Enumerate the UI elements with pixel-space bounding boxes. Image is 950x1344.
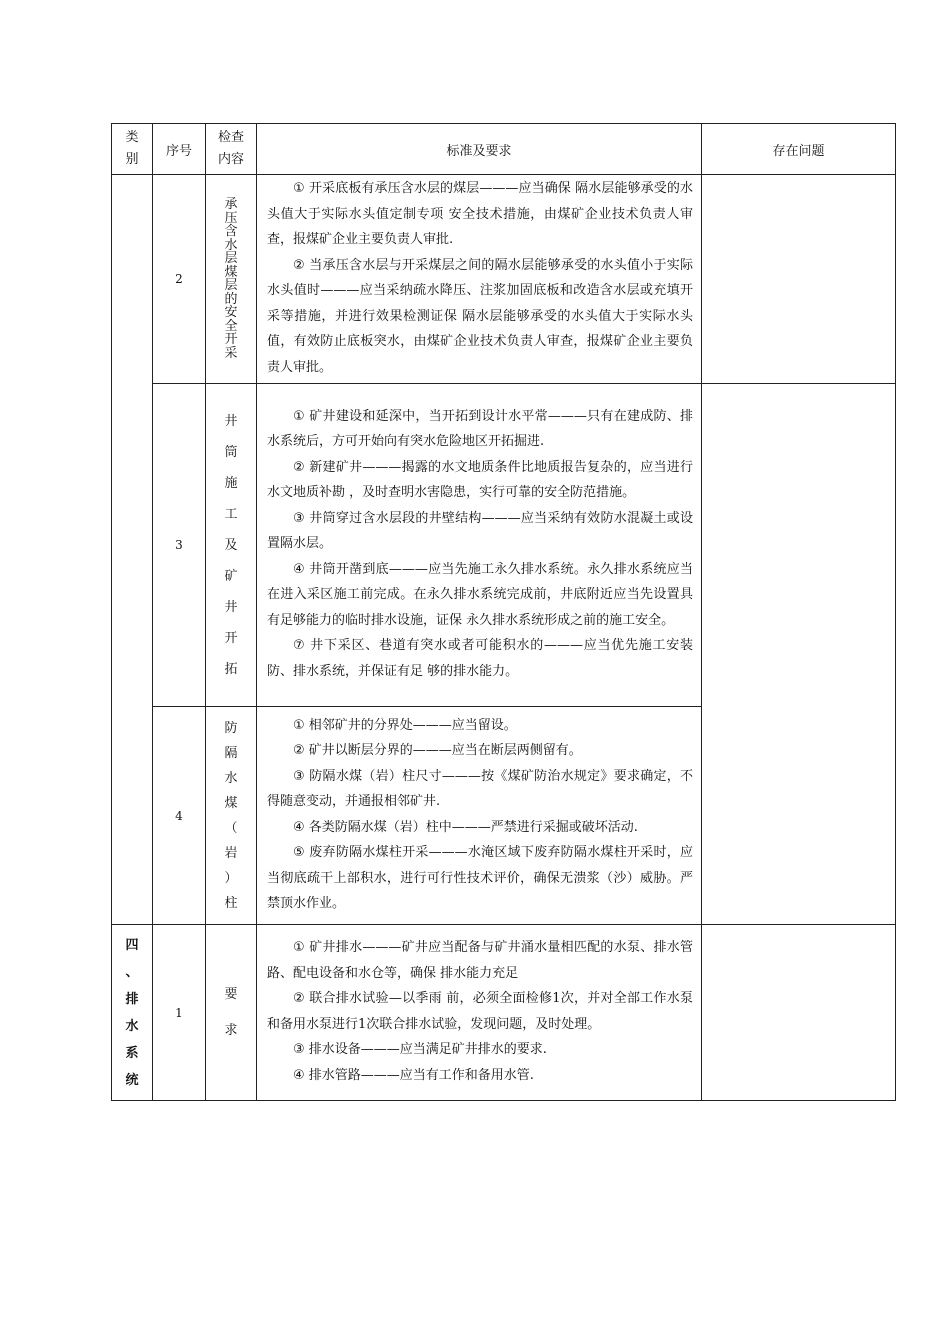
standard-paragraph: ③ 防隔水煤（岩）柱尺寸———按《煤矿防治水规定》要求确定，不得随意变动，并通报相邻矿井.: [267, 768, 693, 809]
category-cell: [112, 925, 153, 1101]
standard-cell: [257, 175, 702, 384]
standard-paragraph: ③ 排水设备———应当满足矿井排水的要求.: [293, 1042, 547, 1057]
standard-paragraph: ② 当承压含水层与开采煤层之间的隔水层能够承受的水头值小于实际水头值时———应当采纳疏水降压、注浆加固底板和改造含水层或充填开采等措施，并进行效果检测证保 隔水层能够承受的水头值大于实际水头值，有效防止底板突水，由煤矿企业技术负责人审查，报煤矿企业主要负责人审批。: [267, 257, 693, 375]
standard-paragraph: ② 新建矿井———揭露的水文地质条件比地质报告复杂的，应当进行水文地质补勘 ，及时查明水害隐患，实行可靠的安全防范措施。: [267, 459, 693, 501]
issues-cell: [702, 925, 896, 1101]
standard-paragraph: ② 联合排水试验—以季雨 前，必须全面检修1次，并对全部工作水泵和备用水泵进行1次联合排水试验，发现问题，及时处理。: [267, 991, 694, 1032]
standard-paragraph: ④ 排水管路———应当有工作和备用水管.: [293, 1067, 534, 1083]
standard-paragraph: ① 矿井排水———矿井应当配备与矿井涌水量相匹配的水泵、排水管路、配电设备和水仓等，确保 排水能力充足: [267, 940, 693, 981]
item-text: 防 隔 水 煤 （ 岩 ） 柱: [224, 720, 238, 911]
standard-paragraph: ⑦ 井下采区、巷道有突水或者可能积水的———应当优先施工安装防、排水系统，并保证有足 够的排水能力。: [267, 638, 693, 679]
item-text: 要 求: [224, 986, 238, 1038]
standard-paragraph: ④ 各类防隔水煤（岩）柱中———严禁进行采掘或破坏活动.: [293, 819, 638, 835]
header-item: 检查 内容: [206, 124, 257, 175]
standard-paragraph: ② 矿井以断层分界的———应当在断层两侧留有。: [293, 743, 582, 758]
seq-cell: 4: [153, 707, 206, 925]
header-standard: 标准及要求: [257, 124, 702, 175]
table-row: [112, 384, 896, 707]
item-cell: [206, 925, 257, 1101]
table-row: [112, 925, 896, 1101]
table-header-row: [112, 124, 896, 175]
seq-cell: 2: [153, 175, 206, 384]
category-cell: [112, 175, 153, 925]
standard-paragraph: ① 开采底板有承压含水层的煤层———应当确保 隔水层能够承受的水头值大于实际水头值定制专项 安全技术措施，由煤矿企业技术负责人审查，报煤矿企业主要负责人审批.: [267, 181, 693, 247]
standard-cell: [257, 384, 702, 707]
item-cell: [206, 384, 257, 707]
standard-paragraph: ④ 井筒开凿到底———应当先施工永久排水系统。永久排水系统应当在进入采区施工前完成。在永久排水系统完成前，井底附近应当先设置具有足够能力的临时排水设施，证保 永久排水系统形成之前的施工安全。: [267, 561, 693, 628]
header-seq: 序号: [153, 124, 206, 175]
standard-paragraph: ⑤ 废弃防隔水煤柱开采———水淹区域下废弃防隔水煤柱开采时，应当彻底疏干上部积水，进行可行性技术评价，确保无溃浆（沙）威胁。严禁顶水作业。: [267, 845, 693, 911]
standard-paragraph: ③ 井筒穿过含水层段的井壁结构———应当采纳有效防水混凝土或设置隔水层。: [267, 510, 693, 552]
inspection-table: [111, 123, 896, 1101]
item-text: 井 筒 施 工 及 矿 井 开 拓: [224, 413, 238, 677]
seq-cell: 1: [153, 925, 206, 1101]
standard-cell: [257, 925, 702, 1101]
standard-cell: [257, 707, 702, 925]
item-cell: [206, 175, 257, 384]
standard-paragraph: ① 矿井建设和延深中，当开拓到设计水平常———只有在建成防、排水系统后，方可开始向有突水危险地区开拓掘进.: [267, 408, 693, 450]
issues-cell: [702, 175, 896, 384]
header-issues: 存在问题: [702, 124, 896, 175]
item-cell: [206, 707, 257, 925]
issues-cell: [702, 384, 896, 925]
standard-paragraph: ① 相邻矿井的分界处———应当留设。: [293, 717, 517, 733]
item-text: 承 压 含 水 层 煤 层 的 安 全 开 采: [224, 197, 238, 361]
table-row: [112, 175, 896, 384]
seq-cell: 3: [153, 384, 206, 707]
header-category: 类 别: [112, 124, 153, 175]
category-text: 四 、 排 水 系 统: [125, 937, 139, 1088]
